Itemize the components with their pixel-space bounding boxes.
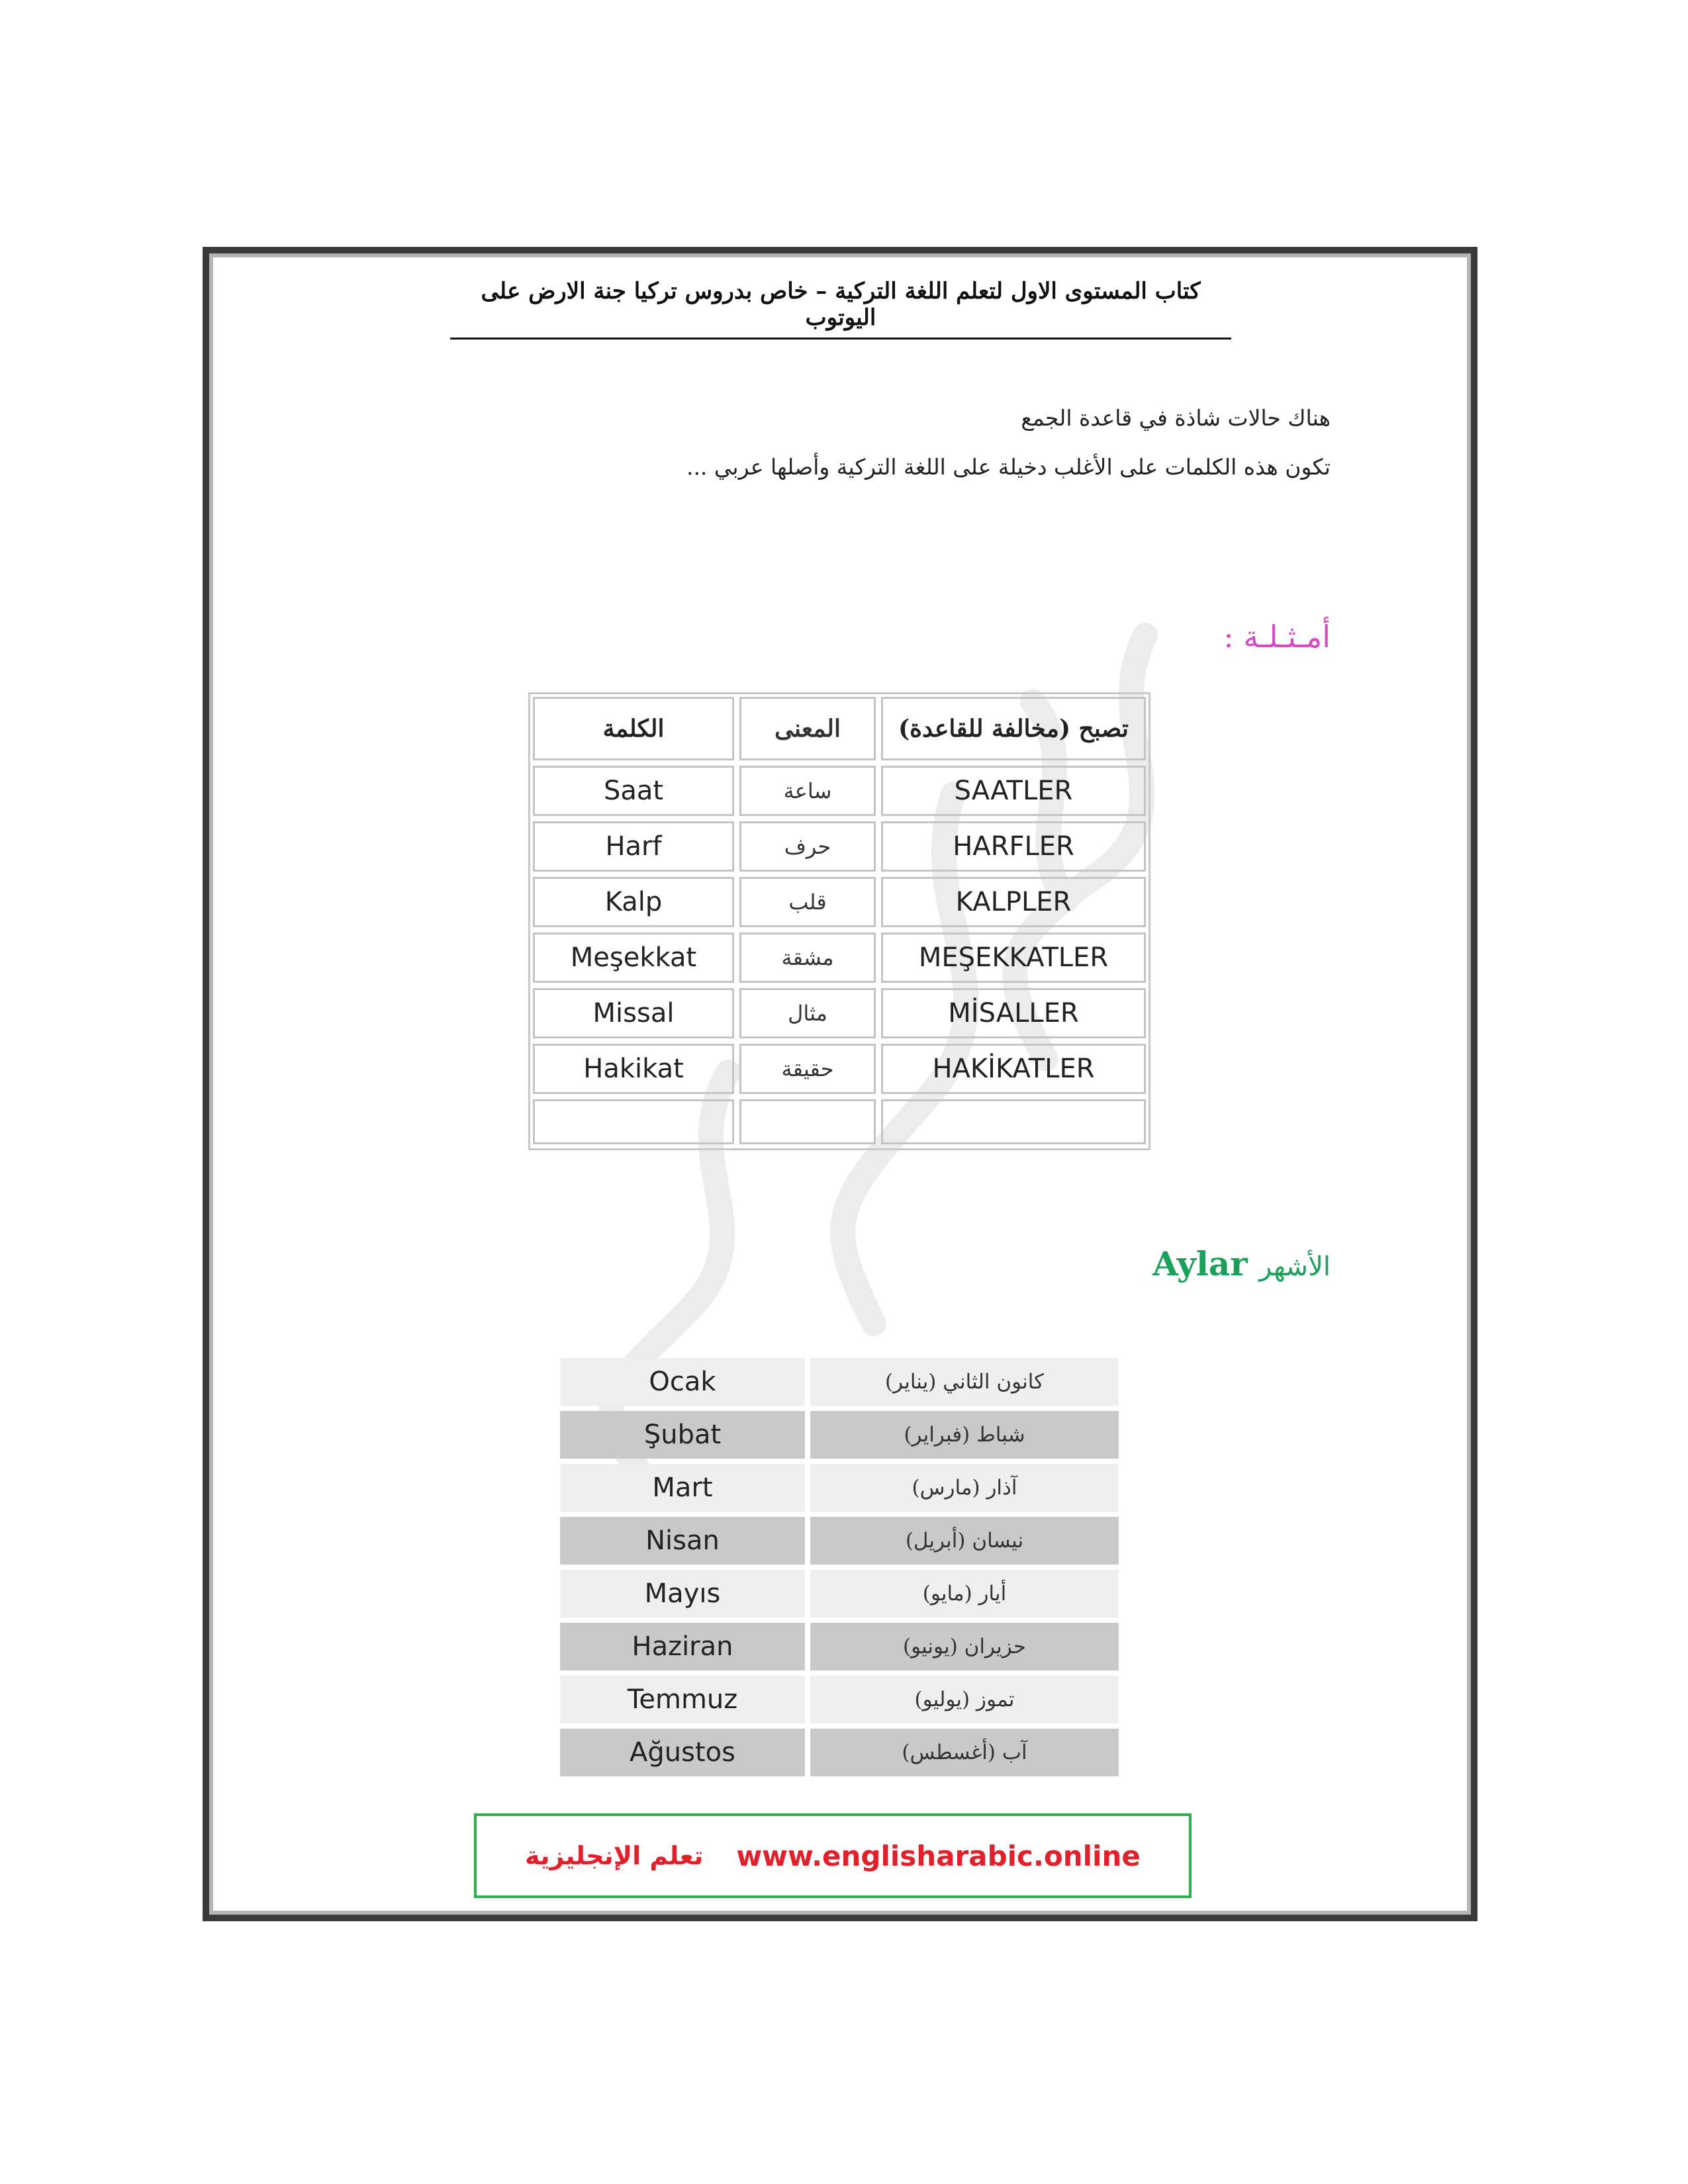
- cell-word: Hakikat: [533, 1044, 734, 1094]
- month-turkish: Mart: [560, 1464, 805, 1512]
- months-heading-turkish: Aylar: [1152, 1244, 1248, 1283]
- intro-line-1: هناك حالات شاذة في قاعدة الجمع: [1021, 405, 1331, 431]
- cell-word: Harf: [533, 821, 734, 872]
- table-row-empty: [533, 1099, 1146, 1144]
- cell-word: Missal: [533, 988, 734, 1038]
- cell-meaning: مشقة: [739, 933, 876, 983]
- month-turkish: Mayıs: [560, 1570, 805, 1617]
- month-row: [560, 1517, 1120, 1565]
- month-row: [560, 1358, 1120, 1406]
- cell-plural: HARFLER: [881, 821, 1146, 872]
- month-arabic: كانون الثاني (يناير): [810, 1358, 1119, 1406]
- month-turkish: Ağustos: [560, 1729, 805, 1776]
- cell-plural: MİSALLER: [881, 988, 1146, 1038]
- cell-meaning: حقيقة: [739, 1044, 876, 1094]
- months-heading-arabic: الأشهر: [1259, 1251, 1331, 1282]
- table-row: [533, 821, 1146, 872]
- table-row: [533, 766, 1146, 816]
- table-row: [533, 988, 1146, 1038]
- month-row: [560, 1623, 1120, 1670]
- intro-line-2: تكون هذه الكلمات على الأغلب دخيلة على اللغة التركية وأصلها عربي ...: [686, 454, 1331, 480]
- month-row: [560, 1411, 1120, 1459]
- month-row: [560, 1570, 1120, 1617]
- cell-meaning: ساعة: [739, 766, 876, 816]
- cell-empty: [533, 1099, 734, 1144]
- months-heading: [1152, 1244, 1331, 1283]
- month-turkish: Haziran: [560, 1623, 805, 1670]
- month-arabic: حزيران (يونيو): [810, 1623, 1119, 1670]
- header-word: الكلمة: [533, 697, 734, 760]
- cell-empty: [881, 1099, 1146, 1144]
- month-arabic: آب (أغسطس): [810, 1729, 1119, 1776]
- footer-banner: [474, 1813, 1192, 1898]
- cell-meaning: مثال: [739, 988, 876, 1038]
- cell-word: Meşekkat: [533, 933, 734, 983]
- table-row: [533, 1044, 1146, 1094]
- months-table: [560, 1358, 1120, 1782]
- month-row: [560, 1676, 1120, 1723]
- month-turkish: Nisan: [560, 1517, 805, 1565]
- cell-plural: SAATLER: [881, 766, 1146, 816]
- header-meaning: المعنى: [739, 697, 876, 760]
- month-turkish: Ocak: [560, 1358, 805, 1406]
- table-header-row: [533, 697, 1146, 760]
- document-header-title: كتاب المستوى الاول لتعلم اللغة التركية – خاص بدروس تركيا جنة الارض على اليوتوب: [450, 278, 1231, 340]
- cell-word: Kalp: [533, 877, 734, 927]
- month-row: [560, 1729, 1120, 1776]
- plural-exceptions-table: [528, 692, 1150, 1150]
- month-turkish: Şubat: [560, 1411, 805, 1459]
- month-arabic: نيسان (أبريل): [810, 1517, 1119, 1565]
- cell-plural: MEŞEKKATLER: [881, 933, 1146, 983]
- cell-meaning: قلب: [739, 877, 876, 927]
- examples-heading: أمـثـلـة :: [1223, 619, 1331, 655]
- footer-url-link[interactable]: www.englisharabic.online: [736, 1839, 1141, 1872]
- month-arabic: آذار (مارس): [810, 1464, 1119, 1512]
- header-plural: تصبح (مخالفة للقاعدة): [881, 697, 1146, 760]
- cell-meaning: حرف: [739, 821, 876, 872]
- table-row: [533, 877, 1146, 927]
- table-row: [533, 933, 1146, 983]
- month-row: [560, 1464, 1120, 1512]
- cell-plural: KALPLER: [881, 877, 1146, 927]
- cell-word: Saat: [533, 766, 734, 816]
- footer-arabic-text: تعلم الإنجليزية: [525, 1841, 704, 1870]
- cell-empty: [739, 1099, 876, 1144]
- month-turkish: Temmuz: [560, 1676, 805, 1723]
- month-arabic: تموز (يوليو): [810, 1676, 1119, 1723]
- cell-plural: HAKİKATLER: [881, 1044, 1146, 1094]
- month-arabic: شباط (فبراير): [810, 1411, 1119, 1459]
- month-arabic: أيار (مايو): [810, 1570, 1119, 1617]
